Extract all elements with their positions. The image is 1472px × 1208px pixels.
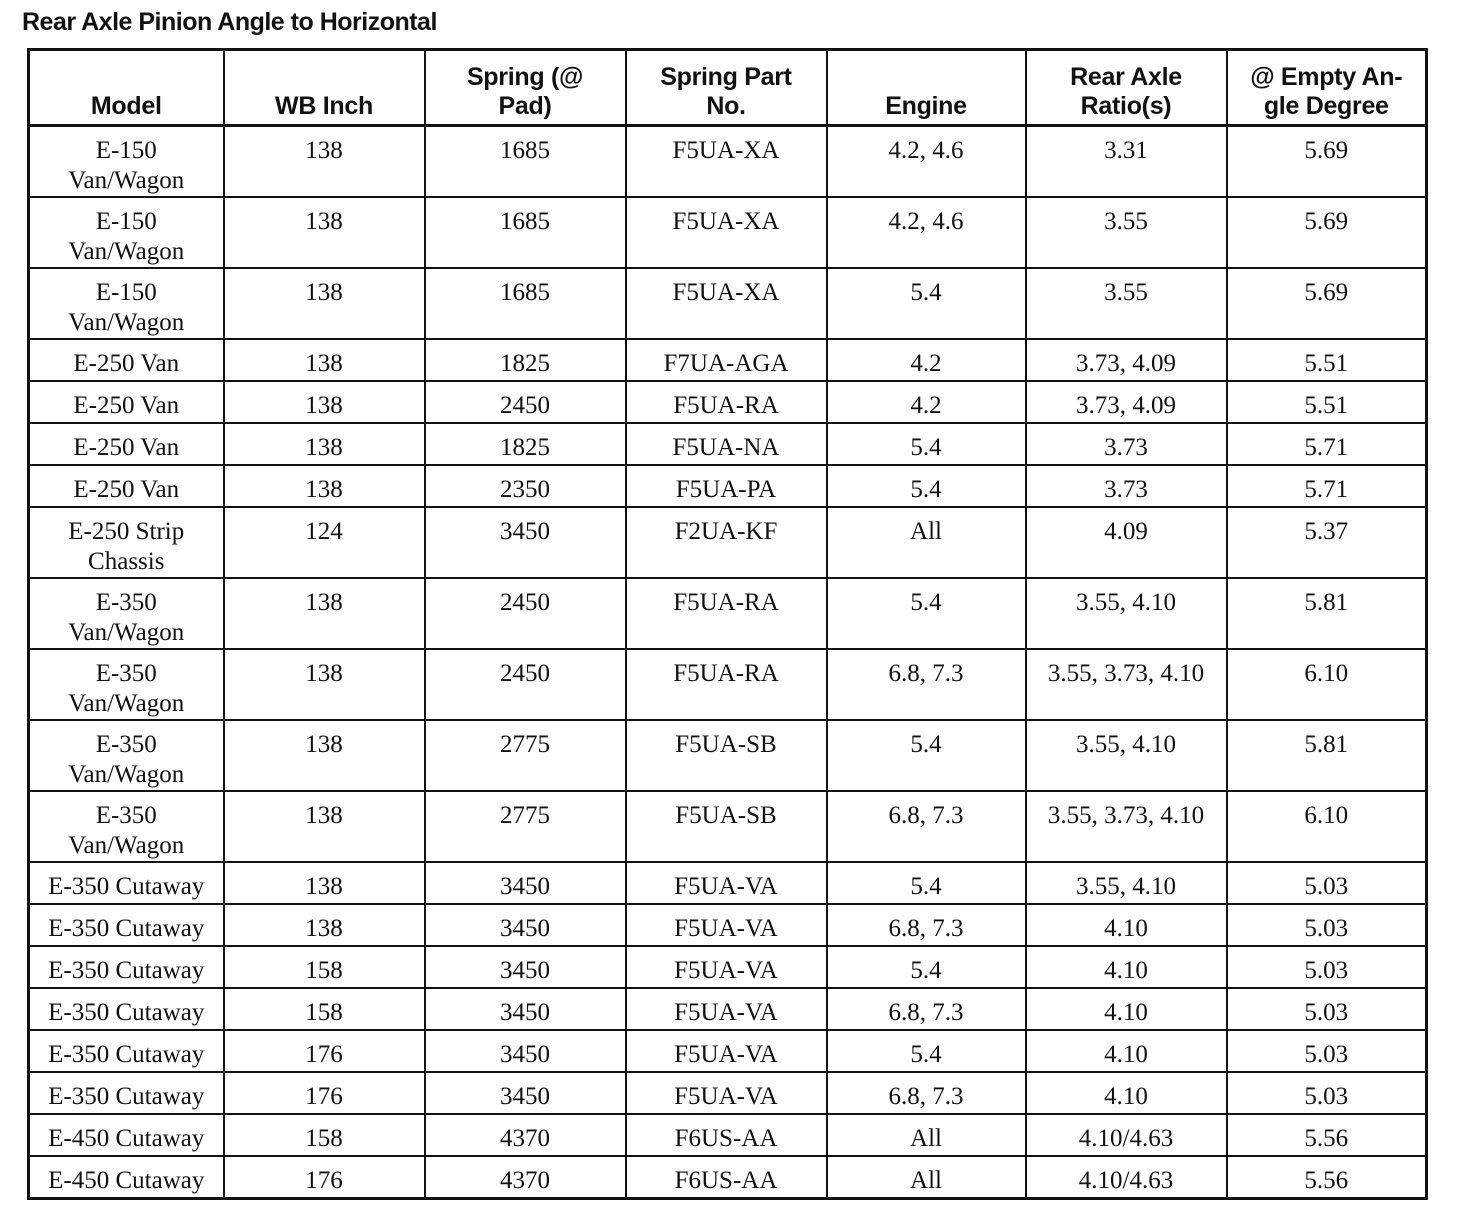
part-cell: F5UA-XA: [626, 268, 827, 339]
engine-cell: All: [827, 507, 1026, 578]
model-line: Van/Wagon: [68, 690, 185, 717]
spring-cell: 4370: [425, 1156, 626, 1199]
engine-cell: 5.4: [827, 268, 1026, 339]
spring-cell: 4370: [425, 1114, 626, 1156]
spring-cell: 3450: [425, 988, 626, 1030]
engine-cell: All: [827, 1156, 1026, 1199]
engine-cell: 5.4: [827, 465, 1026, 507]
model-cell: [29, 339, 224, 381]
ratio-cell: 4.10: [1026, 946, 1227, 988]
wb-cell: 138: [224, 381, 425, 423]
part-cell: F5UA-PA: [626, 465, 827, 507]
model-line: E-350 Cutaway: [48, 1083, 205, 1110]
model-line: E-150: [95, 208, 157, 235]
ratio-cell: 3.73: [1026, 423, 1227, 465]
wb-cell: 176: [224, 1072, 425, 1114]
engine-cell: 5.4: [827, 578, 1026, 649]
part-cell: F5UA-SB: [626, 791, 827, 862]
model-line: E-350: [95, 802, 157, 829]
model-line: E-250 Van: [73, 476, 180, 503]
wb-cell: 138: [224, 126, 425, 198]
angle-cell: 5.56: [1227, 1114, 1427, 1156]
model-line: E-150: [95, 279, 157, 306]
model-cell: [29, 1072, 224, 1114]
ratio-cell: 4.10: [1026, 1072, 1227, 1114]
wb-cell: 138: [224, 465, 425, 507]
model-line: E-350 Cutaway: [48, 873, 205, 900]
engine-cell: 6.8, 7.3: [827, 904, 1026, 946]
engine-cell: 6.8, 7.3: [827, 649, 1026, 720]
spring-cell: 3450: [425, 862, 626, 904]
spring-cell: 2775: [425, 791, 626, 862]
ratio-cell: 3.55, 4.10: [1026, 578, 1227, 649]
table-row: [29, 507, 1427, 578]
model-line: Van/Wagon: [68, 619, 185, 646]
ratio-cell: 3.55, 4.10: [1026, 862, 1227, 904]
table-row: [29, 126, 1427, 198]
model-line: E-250 Van: [73, 392, 180, 419]
part-cell: F5UA-NA: [626, 423, 827, 465]
wb-cell: 138: [224, 423, 425, 465]
column-header-line: Engine: [885, 92, 967, 120]
model-line: E-350: [95, 731, 157, 758]
angle-cell: 5.71: [1227, 465, 1427, 507]
model-cell: [29, 507, 224, 578]
part-cell: F5UA-VA: [626, 1030, 827, 1072]
engine-cell: 5.4: [827, 946, 1026, 988]
part-cell: F7UA-AGA: [626, 339, 827, 381]
part-cell: F5UA-VA: [626, 946, 827, 988]
angle-cell: 5.03: [1227, 946, 1427, 988]
spring-cell: 2450: [425, 381, 626, 423]
part-cell: F6US-AA: [626, 1156, 827, 1199]
model-line: Van/Wagon: [68, 761, 185, 788]
angle-cell: 5.81: [1227, 578, 1427, 649]
spring-cell: 3450: [425, 1030, 626, 1072]
page-title: Rear Axle Pinion Angle to Horizontal: [22, 8, 437, 36]
spring-cell: 1685: [425, 268, 626, 339]
angle-cell: 5.51: [1227, 381, 1427, 423]
spring-cell: 2775: [425, 720, 626, 791]
model-line: E-250 Van: [73, 350, 180, 377]
engine-cell: 5.4: [827, 1030, 1026, 1072]
wb-cell: 138: [224, 720, 425, 791]
angle-cell: 5.71: [1227, 423, 1427, 465]
wb-cell: 138: [224, 578, 425, 649]
spring-cell: 1825: [425, 423, 626, 465]
table-row: [29, 1114, 1427, 1156]
angle-cell: 5.69: [1227, 126, 1427, 198]
angle-cell: 6.10: [1227, 791, 1427, 862]
model-line: E-350 Cutaway: [48, 1041, 205, 1068]
column-header-line: Spring (@: [466, 63, 584, 91]
part-cell: F2UA-KF: [626, 507, 827, 578]
model-cell: [29, 1156, 224, 1199]
model-cell: [29, 1114, 224, 1156]
ratio-cell: 3.73, 4.09: [1026, 381, 1227, 423]
ratio-cell: 3.55, 4.10: [1026, 720, 1227, 791]
engine-cell: 4.2, 4.6: [827, 197, 1026, 268]
column-header-empty-angle-degree: [1227, 50, 1427, 126]
column-header-spring-part-no: [626, 50, 827, 126]
pinion-angle-table: [27, 48, 1428, 1200]
table-row: [29, 578, 1427, 649]
angle-cell: 5.03: [1227, 862, 1427, 904]
column-header-wb-inch: [224, 50, 425, 126]
part-cell: F5UA-SB: [626, 720, 827, 791]
wb-cell: 158: [224, 1114, 425, 1156]
model-line: Van/Wagon: [68, 309, 185, 336]
ratio-cell: 3.73: [1026, 465, 1227, 507]
spring-cell: 3450: [425, 507, 626, 578]
spring-cell: 1825: [425, 339, 626, 381]
part-cell: F5UA-RA: [626, 578, 827, 649]
model-cell: [29, 423, 224, 465]
model-line: E-150: [95, 137, 157, 164]
model-cell: [29, 126, 224, 198]
angle-cell: 5.69: [1227, 197, 1427, 268]
part-cell: F5UA-RA: [626, 381, 827, 423]
model-line: E-450 Cutaway: [48, 1167, 205, 1194]
column-header-line: Spring Part: [660, 63, 792, 91]
spring-cell: 3450: [425, 904, 626, 946]
wb-cell: 158: [224, 988, 425, 1030]
part-cell: F5UA-VA: [626, 988, 827, 1030]
column-header-model: [29, 50, 224, 126]
column-header-line: @ Empty An-: [1250, 63, 1403, 91]
angle-cell: 5.03: [1227, 988, 1427, 1030]
engine-cell: 4.2: [827, 381, 1026, 423]
table-row: [29, 904, 1427, 946]
table-row: [29, 649, 1427, 720]
ratio-cell: 3.55, 3.73, 4.10: [1026, 791, 1227, 862]
spring-cell: 1685: [425, 197, 626, 268]
table-header: [29, 50, 1427, 126]
part-cell: F5UA-XA: [626, 197, 827, 268]
table-row: [29, 988, 1427, 1030]
column-header-spring-pad: [425, 50, 626, 126]
engine-cell: 5.4: [827, 862, 1026, 904]
ratio-cell: 4.10: [1026, 988, 1227, 1030]
model-line: E-350 Cutaway: [48, 957, 205, 984]
column-header-rear-axle-ratio: [1026, 50, 1227, 126]
wb-cell: 138: [224, 649, 425, 720]
ratio-cell: 4.09: [1026, 507, 1227, 578]
column-header-line: Pad): [498, 92, 552, 120]
angle-cell: 5.81: [1227, 720, 1427, 791]
column-header-line: Model: [90, 92, 162, 120]
model-line: Van/Wagon: [68, 832, 185, 859]
spring-cell: 2450: [425, 578, 626, 649]
table-row: [29, 423, 1427, 465]
table-row: [29, 1156, 1427, 1199]
table-row: [29, 339, 1427, 381]
wb-cell: 138: [224, 197, 425, 268]
table-row: [29, 381, 1427, 423]
spring-cell: 3450: [425, 1072, 626, 1114]
ratio-cell: 3.73, 4.09: [1026, 339, 1227, 381]
engine-cell: 5.4: [827, 720, 1026, 791]
model-line: E-350 Cutaway: [48, 915, 205, 942]
table-row: [29, 720, 1427, 791]
part-cell: F5UA-VA: [626, 1072, 827, 1114]
column-header-line: Ratio(s): [1080, 92, 1172, 120]
model-line: E-450 Cutaway: [48, 1125, 205, 1152]
part-cell: F5UA-VA: [626, 904, 827, 946]
model-cell: [29, 268, 224, 339]
ratio-cell: 4.10/4.63: [1026, 1156, 1227, 1199]
part-cell: F5UA-RA: [626, 649, 827, 720]
wb-cell: 138: [224, 268, 425, 339]
angle-cell: 5.37: [1227, 507, 1427, 578]
spring-cell: 2350: [425, 465, 626, 507]
engine-cell: 5.4: [827, 423, 1026, 465]
model-line: E-250 Strip: [68, 518, 185, 545]
engine-cell: 4.2: [827, 339, 1026, 381]
angle-cell: 5.03: [1227, 1072, 1427, 1114]
model-cell: [29, 381, 224, 423]
model-cell: [29, 649, 224, 720]
engine-cell: 4.2, 4.6: [827, 126, 1026, 198]
angle-cell: 5.03: [1227, 1030, 1427, 1072]
table-row: [29, 1072, 1427, 1114]
ratio-cell: 4.10: [1026, 904, 1227, 946]
model-cell: [29, 988, 224, 1030]
part-cell: F5UA-VA: [626, 862, 827, 904]
model-cell: [29, 197, 224, 268]
ratio-cell: 4.10/4.63: [1026, 1114, 1227, 1156]
model-cell: [29, 946, 224, 988]
model-line: E-350 Cutaway: [48, 999, 205, 1026]
table-row: [29, 465, 1427, 507]
table-body: [29, 126, 1427, 1199]
model-line: E-250 Van: [73, 434, 180, 461]
ratio-cell: 3.31: [1026, 126, 1227, 198]
table-row: [29, 946, 1427, 988]
table-row: [29, 268, 1427, 339]
angle-cell: 5.69: [1227, 268, 1427, 339]
engine-cell: 6.8, 7.3: [827, 1072, 1026, 1114]
column-header-engine: [827, 50, 1026, 126]
wb-cell: 124: [224, 507, 425, 578]
wb-cell: 176: [224, 1030, 425, 1072]
part-cell: F6US-AA: [626, 1114, 827, 1156]
spring-cell: 1685: [425, 126, 626, 198]
ratio-cell: 3.55: [1026, 197, 1227, 268]
column-header-line: gle Degree: [1263, 92, 1389, 120]
model-line: Van/Wagon: [68, 167, 185, 194]
ratio-cell: 4.10: [1026, 1030, 1227, 1072]
model-cell: [29, 1030, 224, 1072]
ratio-cell: 3.55, 3.73, 4.10: [1026, 649, 1227, 720]
model-line: E-350: [95, 660, 157, 687]
model-line: Chassis: [88, 548, 165, 575]
table-row: [29, 197, 1427, 268]
angle-cell: 5.51: [1227, 339, 1427, 381]
wb-cell: 138: [224, 862, 425, 904]
wb-cell: 138: [224, 339, 425, 381]
part-cell: F5UA-XA: [626, 126, 827, 198]
column-header-line: No.: [706, 92, 746, 120]
model-cell: [29, 720, 224, 791]
model-line: Van/Wagon: [68, 238, 185, 265]
spring-cell: 2450: [425, 649, 626, 720]
table-row: [29, 862, 1427, 904]
spring-cell: 3450: [425, 946, 626, 988]
table-row: [29, 791, 1427, 862]
engine-cell: All: [827, 1114, 1026, 1156]
engine-cell: 6.8, 7.3: [827, 791, 1026, 862]
angle-cell: 5.56: [1227, 1156, 1427, 1199]
engine-cell: 6.8, 7.3: [827, 988, 1026, 1030]
model-cell: [29, 465, 224, 507]
wb-cell: 158: [224, 946, 425, 988]
table-row: [29, 1030, 1427, 1072]
column-header-line: Rear Axle: [1070, 63, 1182, 91]
model-cell: [29, 791, 224, 862]
model-cell: [29, 862, 224, 904]
angle-cell: 6.10: [1227, 649, 1427, 720]
model-cell: [29, 578, 224, 649]
column-header-line: WB Inch: [275, 92, 373, 120]
wb-cell: 176: [224, 1156, 425, 1199]
header-row: [29, 50, 1427, 126]
wb-cell: 138: [224, 791, 425, 862]
model-cell: [29, 904, 224, 946]
angle-cell: 5.03: [1227, 904, 1427, 946]
ratio-cell: 3.55: [1026, 268, 1227, 339]
wb-cell: 138: [224, 904, 425, 946]
model-line: E-350: [95, 589, 157, 616]
